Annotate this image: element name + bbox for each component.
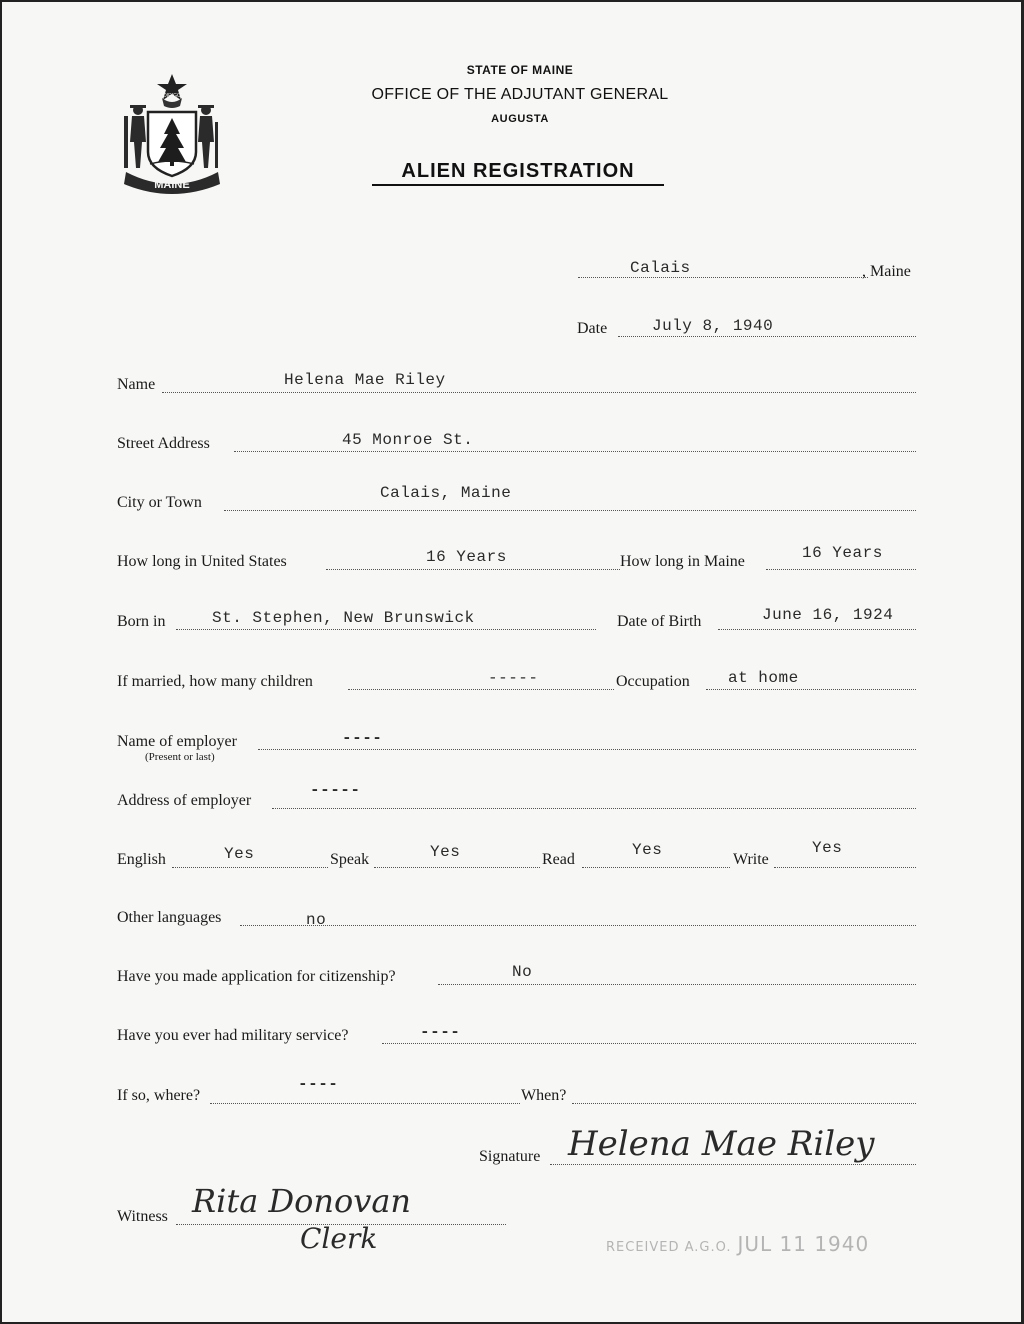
read-value: Yes bbox=[632, 841, 663, 859]
english-value: Yes bbox=[224, 845, 255, 863]
citizenship-label: Have you made application for citizenship? bbox=[117, 968, 396, 985]
english-line bbox=[172, 867, 328, 868]
citizenship-value: No bbox=[512, 963, 533, 981]
employer-address-line bbox=[272, 808, 916, 809]
street-line bbox=[234, 451, 916, 452]
street-label: Street Address bbox=[117, 435, 210, 452]
witness-title: Clerk bbox=[300, 1222, 378, 1255]
maine-seal-icon bbox=[118, 72, 226, 200]
signature-line bbox=[550, 1164, 916, 1165]
applicant-signature: Helena Mae Riley bbox=[568, 1124, 875, 1164]
city-heading: AUGUSTA bbox=[491, 113, 549, 125]
children-value: ----- bbox=[488, 669, 539, 687]
read-label: Read bbox=[542, 851, 575, 868]
other-languages-line bbox=[240, 925, 916, 926]
maine-duration-value: 16 Years bbox=[802, 544, 883, 562]
name-line bbox=[162, 392, 916, 393]
born-label: Born in bbox=[117, 613, 166, 630]
employer-line bbox=[258, 749, 916, 750]
dob-line bbox=[718, 629, 916, 630]
dob-label: Date of Birth bbox=[617, 613, 702, 630]
city-value: Calais, Maine bbox=[380, 484, 512, 502]
name-label: Name bbox=[117, 376, 156, 393]
seal-label: MAINE bbox=[154, 179, 190, 191]
dob-value: June 16, 1924 bbox=[762, 606, 894, 624]
occupation-label: Occupation bbox=[616, 673, 690, 690]
speak-label: Speak bbox=[330, 851, 370, 868]
maine-duration-label: How long in Maine bbox=[620, 553, 745, 570]
date-label: Date bbox=[577, 320, 608, 337]
born-line bbox=[176, 629, 596, 630]
witness-signature: Rita Donovan bbox=[192, 1182, 411, 1220]
maine-duration-line bbox=[766, 569, 916, 570]
where-label: If so, where? bbox=[117, 1087, 201, 1104]
occupation-value: at home bbox=[728, 669, 799, 687]
name-value: Helena Mae Riley bbox=[284, 371, 446, 389]
children-line bbox=[348, 689, 614, 690]
us-duration-line bbox=[326, 569, 620, 570]
write-value: Yes bbox=[812, 839, 843, 857]
speak-value: Yes bbox=[430, 843, 461, 861]
office-heading: OFFICE OF THE ADJUTANT GENERAL bbox=[371, 86, 669, 103]
write-label: Write bbox=[733, 851, 769, 868]
received-stamp bbox=[606, 1232, 869, 1256]
employer-address-value: ----- bbox=[310, 781, 361, 799]
stamp-received-text: RECEIVED A.G.O. bbox=[606, 1240, 732, 1255]
us-duration-value: 16 Years bbox=[426, 548, 507, 566]
location-value: Calais bbox=[630, 259, 691, 277]
other-languages-label: Other languages bbox=[117, 909, 222, 926]
state-heading: STATE OF MAINE bbox=[466, 63, 574, 77]
stamp-date: JUL 11 1940 bbox=[737, 1232, 870, 1256]
where-line bbox=[210, 1103, 520, 1104]
employer-value: ---- bbox=[342, 729, 383, 747]
location-line bbox=[578, 277, 868, 278]
seal-motto: DIRIGO bbox=[163, 93, 181, 99]
signature-label: Signature bbox=[479, 1148, 541, 1165]
read-line bbox=[582, 867, 730, 868]
date-line bbox=[618, 336, 916, 337]
employer-address-label: Address of employer bbox=[117, 792, 252, 809]
city-line bbox=[224, 510, 916, 511]
military-value: ---- bbox=[420, 1023, 461, 1041]
other-languages-value: no bbox=[306, 911, 327, 929]
english-label: English bbox=[117, 851, 166, 868]
city-label: City or Town bbox=[117, 494, 202, 511]
when-label: When? bbox=[521, 1087, 567, 1104]
military-line bbox=[382, 1043, 916, 1044]
street-value: 45 Monroe St. bbox=[342, 431, 474, 449]
when-line bbox=[572, 1103, 916, 1104]
born-value: St. Stephen, New Brunswick bbox=[212, 609, 475, 627]
location-suffix: , Maine bbox=[862, 263, 911, 280]
where-value: ---- bbox=[298, 1075, 339, 1093]
witness-label: Witness bbox=[117, 1208, 168, 1225]
speak-line bbox=[374, 867, 540, 868]
employer-sublabel: (Present or last) bbox=[145, 751, 215, 763]
citizenship-line bbox=[438, 984, 916, 985]
write-line bbox=[774, 867, 916, 868]
children-label: If married, how many children bbox=[117, 673, 313, 690]
form-title: ALIEN REGISTRATION bbox=[372, 160, 664, 186]
us-duration-label: How long in United States bbox=[117, 553, 287, 570]
military-label: Have you ever had military service? bbox=[117, 1027, 349, 1044]
occupation-line bbox=[706, 689, 916, 690]
employer-label: Name of employer bbox=[117, 733, 237, 750]
date-value: July 8, 1940 bbox=[652, 317, 774, 335]
